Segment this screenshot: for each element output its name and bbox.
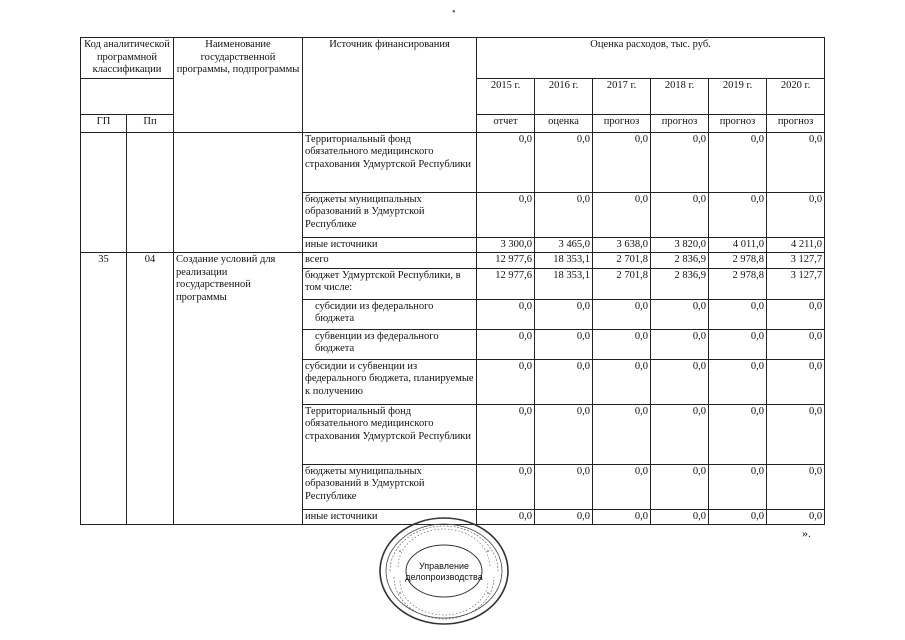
value-cell: 0,0 [767, 359, 825, 404]
value-cell: 0,0 [651, 359, 709, 404]
name-cell-empty [174, 132, 303, 253]
value-cell: 3 638,0 [593, 237, 651, 253]
source-cell: иные источники [303, 509, 477, 525]
value-cell: 2 978,8 [709, 268, 767, 299]
value-cell: 0,0 [651, 404, 709, 464]
value-cell: 0,0 [535, 464, 593, 509]
year-header: 2020 г. [767, 78, 825, 114]
value-cell: 0,0 [709, 299, 767, 329]
value-cell: 0,0 [709, 132, 767, 192]
status-header: прогноз [767, 114, 825, 132]
value-cell: 0,0 [709, 509, 767, 525]
table-row [81, 132, 825, 192]
source-cell: иные источники [303, 237, 477, 253]
source-cell: всего [303, 253, 477, 269]
value-cell: 0,0 [535, 359, 593, 404]
status-header: прогноз [709, 114, 767, 132]
value-cell: 0,0 [593, 509, 651, 525]
closing-quote: ». [802, 526, 811, 540]
value-cell: 0,0 [767, 509, 825, 525]
value-cell: 0,0 [767, 192, 825, 237]
status-header: прогноз [593, 114, 651, 132]
value-cell: 2 978,8 [709, 253, 767, 269]
value-cell: 0,0 [477, 132, 535, 192]
year-header: 2019 г. [709, 78, 767, 114]
value-cell: 0,0 [651, 192, 709, 237]
status-header: отчет [477, 114, 535, 132]
value-cell: 0,0 [593, 192, 651, 237]
value-cell: 0,0 [651, 299, 709, 329]
value-cell: 0,0 [767, 464, 825, 509]
pp-header: Пп [127, 114, 174, 132]
status-header: прогноз [651, 114, 709, 132]
gp-code: 35 [81, 253, 127, 525]
value-cell: 4 011,0 [709, 237, 767, 253]
source-cell: Территориальный фонд обязательного медицинского страхования Удмуртской Республики [303, 132, 477, 192]
value-cell: 0,0 [709, 464, 767, 509]
value-cell: 0,0 [651, 464, 709, 509]
value-cell: 0,0 [477, 404, 535, 464]
value-cell: 3 465,0 [535, 237, 593, 253]
value-cell: 0,0 [709, 404, 767, 464]
source-cell: Территориальный фонд обязательного медицинского страхования Удмуртской Республики [303, 404, 477, 464]
value-cell: 0,0 [593, 404, 651, 464]
value-cell: 3 127,7 [767, 268, 825, 299]
pp-code: 04 [127, 253, 174, 525]
source-cell: бюджеты муниципальных образований в Удмуртской Республике [303, 464, 477, 509]
value-cell: 0,0 [593, 329, 651, 359]
value-cell: 3 127,7 [767, 253, 825, 269]
value-cell: 0,0 [535, 329, 593, 359]
value-cell: 0,0 [767, 132, 825, 192]
year-header: 2016 г. [535, 78, 593, 114]
source-header: Источник финансирования [303, 38, 477, 133]
value-cell: 0,0 [709, 329, 767, 359]
value-cell: 0,0 [593, 132, 651, 192]
value-cell: 0,0 [477, 299, 535, 329]
value-cell: 3 820,0 [651, 237, 709, 253]
source-cell: субвенции из федерального бюджета [303, 329, 477, 359]
source-cell: бюджет Удмуртской Республики, в том числе: [303, 268, 477, 299]
program-name: Создание условий для реализации государственной программы [174, 253, 303, 525]
value-cell: 0,0 [593, 359, 651, 404]
value-cell: 0,0 [535, 509, 593, 525]
value-cell: 0,0 [477, 464, 535, 509]
year-header: 2017 г. [593, 78, 651, 114]
value-cell: 0,0 [535, 192, 593, 237]
value-cell: 0,0 [535, 404, 593, 464]
value-cell: 2 701,8 [593, 253, 651, 269]
value-cell: 0,0 [477, 359, 535, 404]
value-cell: 0,0 [767, 329, 825, 359]
value-cell: 3 300,0 [477, 237, 535, 253]
table-row [81, 253, 825, 269]
source-cell: субсидии из федерального бюджета [303, 299, 477, 329]
estimate-header: Оценка расходов, тыс. руб. [477, 38, 825, 79]
value-cell: 0,0 [651, 509, 709, 525]
value-cell: 2 701,8 [593, 268, 651, 299]
source-cell: бюджеты муниципальных образований в Удмуртской Республике [303, 192, 477, 237]
year-header: 2018 г. [651, 78, 709, 114]
name-header: Наименование государственной программы, подпрограммы [174, 38, 303, 133]
value-cell: 0,0 [767, 299, 825, 329]
value-cell: 0,0 [767, 404, 825, 464]
expenses-table [80, 37, 825, 525]
code-header-spacer [81, 78, 174, 114]
stamp-line1: Управление [418, 561, 470, 571]
value-cell: 2 836,9 [651, 268, 709, 299]
value-cell: 0,0 [477, 509, 535, 525]
value-cell: 0,0 [535, 132, 593, 192]
code-header: Код аналитической программной классификации [81, 38, 174, 79]
value-cell: 18 353,1 [535, 253, 593, 269]
value-cell: 18 353,1 [535, 268, 593, 299]
stamp-line2: делопроизводства [405, 572, 483, 582]
value-cell: 0,0 [709, 192, 767, 237]
value-cell: 4 211,0 [767, 237, 825, 253]
value-cell: 0,0 [477, 192, 535, 237]
value-cell: 12 977,6 [477, 268, 535, 299]
pp-cell-empty [127, 132, 174, 253]
value-cell: 2 836,9 [651, 253, 709, 269]
gp-cell-empty [81, 132, 127, 253]
status-header: оценка [535, 114, 593, 132]
value-cell: 12 977,6 [477, 253, 535, 269]
office-stamp [376, 515, 512, 627]
value-cell: 0,0 [709, 359, 767, 404]
value-cell: 0,0 [593, 299, 651, 329]
value-cell: 0,0 [651, 329, 709, 359]
page-mark: • [452, 7, 456, 18]
value-cell: 0,0 [651, 132, 709, 192]
gp-header: ГП [81, 114, 127, 132]
year-header: 2015 г. [477, 78, 535, 114]
source-cell: субсидии и субвенции из федерального бюджета, планируемые к получению [303, 359, 477, 404]
value-cell: 0,0 [477, 329, 535, 359]
value-cell: 0,0 [593, 464, 651, 509]
value-cell: 0,0 [535, 299, 593, 329]
